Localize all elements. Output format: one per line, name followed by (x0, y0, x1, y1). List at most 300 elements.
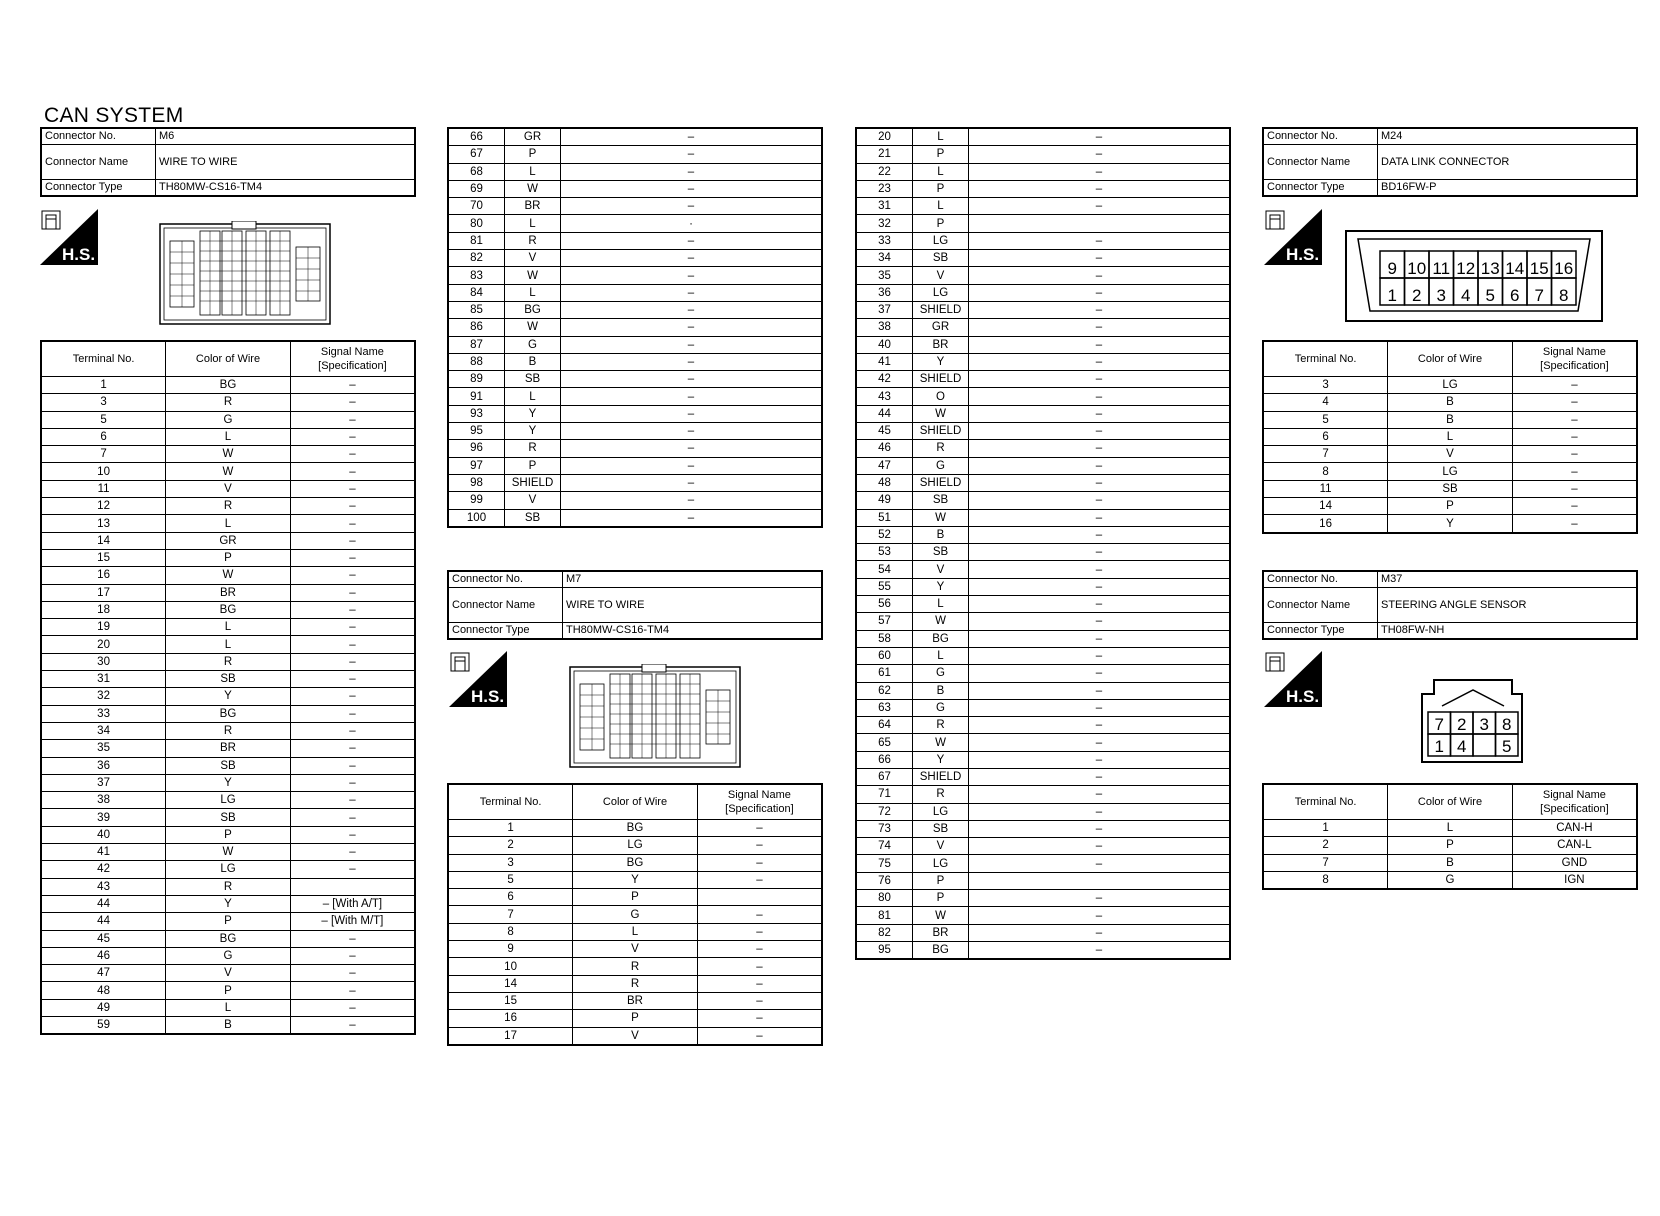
signal-name: – (697, 854, 822, 871)
table-row (856, 803, 1230, 820)
wire-color: G (573, 906, 698, 923)
table-row (41, 688, 415, 705)
signal-name: – (969, 820, 1231, 837)
signal-name: – (290, 515, 415, 532)
table-row (41, 809, 415, 826)
connector-type-label: Connector Type (1263, 623, 1378, 640)
terminal-no: 42 (856, 371, 913, 388)
terminal-no: 16 (41, 567, 166, 584)
pin-table-m6 (40, 340, 416, 1035)
page-title: CAN SYSTEM (44, 104, 184, 127)
terminal-no: 21 (856, 146, 913, 163)
terminal-no: 74 (856, 838, 913, 855)
terminal-no: 37 (41, 774, 166, 791)
signal-name: – (561, 423, 823, 440)
table-row (448, 163, 822, 180)
hs-label: H.S. (1286, 687, 1320, 706)
connector-no-label: Connector No. (1263, 571, 1378, 588)
table-row (856, 907, 1230, 924)
terminal-no: 44 (41, 895, 166, 912)
signal-name: – (969, 699, 1231, 716)
wire-color: R (166, 394, 291, 411)
signal-name: – (290, 498, 415, 515)
pin-number: 5 (1502, 737, 1512, 756)
table-row (41, 792, 415, 809)
terminal-header: Terminal No. (41, 341, 166, 377)
signal-name: – (969, 423, 1231, 440)
pin-number: 9 (1387, 259, 1397, 278)
signal-name: – (290, 619, 415, 636)
table-row (856, 890, 1230, 907)
column-4-m37 (1262, 570, 1638, 640)
wire-color: W (505, 267, 561, 284)
table-row (856, 820, 1230, 837)
pin-number: 15 (1529, 259, 1549, 278)
wire-color: SHIELD (913, 768, 969, 785)
table-row (856, 128, 1230, 146)
wire-color: P (573, 889, 698, 906)
wire-color: V (505, 250, 561, 267)
table-row (856, 146, 1230, 163)
terminal-no: 49 (856, 492, 913, 509)
terminal-no: 97 (448, 457, 505, 474)
table-row (856, 855, 1230, 872)
terminal-no: 38 (41, 792, 166, 809)
terminal-no: 14 (1263, 498, 1388, 515)
table-row (1263, 871, 1637, 889)
signal-name: – (697, 1027, 822, 1045)
terminal-no: 65 (856, 734, 913, 751)
terminal-no: 18 (41, 601, 166, 618)
pin-number: 2 (1412, 286, 1422, 305)
table-row (41, 428, 415, 445)
table-row (41, 740, 415, 757)
pin-table-m7-continued (855, 127, 1231, 960)
pin-number: 6 (1510, 286, 1520, 305)
wire-color: G (1388, 871, 1513, 889)
column-4-m37-pins (1262, 783, 1638, 890)
terminal-no: 31 (41, 671, 166, 688)
terminal-no: 44 (856, 405, 913, 422)
table-row (448, 440, 822, 457)
signal-name: – (561, 319, 823, 336)
table-row (41, 965, 415, 982)
signal-name: – (561, 163, 823, 180)
connector-face-m24 (1344, 229, 1604, 323)
signal-name: – (290, 584, 415, 601)
column-4-m24-pins (1262, 340, 1638, 534)
terminal-no: 86 (448, 319, 505, 336)
table-row (1263, 463, 1637, 480)
table-row (41, 826, 415, 843)
terminal-no: 13 (41, 515, 166, 532)
signal-name: – (290, 740, 415, 757)
terminal-no: 43 (856, 388, 913, 405)
wire-color: W (505, 180, 561, 197)
signal-name: – (969, 838, 1231, 855)
table-row (448, 906, 822, 923)
wire-color: V (913, 267, 969, 284)
table-row (448, 198, 822, 215)
wire-color: P (573, 1010, 698, 1027)
wire-color: V (573, 1027, 698, 1045)
terminal-no: 35 (856, 267, 913, 284)
signal-name: – (290, 567, 415, 584)
wire-color: B (166, 1016, 291, 1034)
wire-color: R (913, 440, 969, 457)
table-row (1263, 446, 1637, 463)
signal-name: – (290, 532, 415, 549)
connector-name-label: Connector Name (41, 145, 156, 180)
wire-color: L (913, 163, 969, 180)
terminal-no: 67 (448, 146, 505, 163)
signal-name: – (1512, 428, 1637, 445)
table-row (41, 1016, 415, 1034)
connector-type-value: TH08FW-NH (1378, 623, 1638, 640)
signal-name: – (290, 774, 415, 791)
wire-color: BG (505, 301, 561, 318)
table-row (41, 601, 415, 618)
signal-name: – (969, 647, 1231, 664)
wire-color: P (166, 549, 291, 566)
terminal-no: 48 (41, 982, 166, 999)
hs-icon-graphic (1264, 209, 1322, 265)
table-row (856, 682, 1230, 699)
signal-name: – (290, 722, 415, 739)
terminal-no: 73 (856, 820, 913, 837)
terminal-no: 8 (448, 923, 573, 940)
table-row (41, 705, 415, 722)
pin-number: 1 (1387, 286, 1397, 305)
table-row (856, 440, 1230, 457)
signal-name: – (969, 267, 1231, 284)
signal-name: – (969, 544, 1231, 561)
signal-name: – (290, 601, 415, 618)
column-2-m7 (447, 570, 823, 640)
wire-color: R (573, 975, 698, 992)
table-row (41, 463, 415, 480)
signal-name: – (969, 855, 1231, 872)
table-row (448, 215, 822, 232)
wire-color: LG (1388, 463, 1513, 480)
table-row (856, 596, 1230, 613)
signal-header: Signal Name [Specification] (1512, 341, 1637, 377)
wire-color: L (913, 198, 969, 215)
wire-color: BG (166, 930, 291, 947)
wire-color: SHIELD (913, 423, 969, 440)
terminal-no: 7 (448, 906, 573, 923)
table-row (448, 284, 822, 301)
signal-name: – (290, 982, 415, 999)
signal-name: – (697, 992, 822, 1009)
signal-header: Signal Name [Specification] (1512, 784, 1637, 820)
table-row (856, 250, 1230, 267)
wire-color: L (166, 428, 291, 445)
connector-info-m37 (1262, 570, 1638, 640)
terminal-no: 37 (856, 301, 913, 318)
terminal-no: 4 (1263, 394, 1388, 411)
terminal-no: 1 (1263, 820, 1388, 837)
signal-name: – (561, 336, 823, 353)
table-row (41, 446, 415, 463)
signal-name: – (290, 705, 415, 722)
terminal-no: 3 (41, 394, 166, 411)
table-row (41, 757, 415, 774)
connector-no-label: Connector No. (1263, 128, 1378, 145)
column-1-pins (40, 340, 416, 1035)
wire-color: Y (573, 871, 698, 888)
signal-name: – (969, 371, 1231, 388)
wire-color: L (913, 647, 969, 664)
pin-number: 1 (1434, 737, 1444, 756)
terminal-no: 45 (856, 423, 913, 440)
wire-color: SB (913, 544, 969, 561)
wire-color: Y (913, 751, 969, 768)
table-row (856, 423, 1230, 440)
pin-number: 3 (1436, 286, 1446, 305)
wire-color: SHIELD (913, 371, 969, 388)
signal-name: – (561, 284, 823, 301)
terminal-no: 5 (448, 871, 573, 888)
table-row (448, 301, 822, 318)
terminal-no: 80 (448, 215, 505, 232)
pin-table-m7 (447, 783, 823, 1046)
table-row (448, 319, 822, 336)
table-row (41, 567, 415, 584)
table-row (448, 457, 822, 474)
connector-no-label: Connector No. (41, 128, 156, 145)
wire-color: P (166, 826, 291, 843)
signal-name: – (561, 405, 823, 422)
signal-name: – (969, 751, 1231, 768)
signal-name: – (969, 526, 1231, 543)
signal-name: – (290, 844, 415, 861)
table-row (1263, 515, 1637, 533)
wire-color: R (913, 717, 969, 734)
wire-color: BR (166, 584, 291, 601)
signal-name: – (969, 388, 1231, 405)
terminal-no: 54 (856, 561, 913, 578)
terminal-no: 6 (41, 428, 166, 445)
terminal-no: 63 (856, 699, 913, 716)
wire-color: L (166, 515, 291, 532)
table-row (856, 768, 1230, 785)
table-row (856, 457, 1230, 474)
signal-name: – (969, 440, 1231, 457)
wire-color: Y (166, 774, 291, 791)
signal-name: · (561, 215, 823, 232)
signal-name (697, 889, 822, 906)
terminal-no: 12 (41, 498, 166, 515)
table-row (856, 405, 1230, 422)
wire-color: L (505, 215, 561, 232)
signal-name: – (1512, 394, 1637, 411)
signal-name: – (561, 440, 823, 457)
pin-table-m6-continued (447, 127, 823, 528)
table-row (856, 353, 1230, 370)
signal-name: – (1512, 480, 1637, 497)
table-row (448, 820, 822, 837)
signal-name: – (1512, 446, 1637, 463)
terminal-no: 93 (448, 405, 505, 422)
wire-color: V (913, 561, 969, 578)
table-row (856, 941, 1230, 959)
pin-number: 5 (1485, 286, 1495, 305)
terminal-no: 56 (856, 596, 913, 613)
signal-name: – (697, 923, 822, 940)
signal-name: – (969, 284, 1231, 301)
table-row (41, 774, 415, 791)
terminal-no: 35 (41, 740, 166, 757)
terminal-no: 82 (448, 250, 505, 267)
wire-color: P (166, 913, 291, 930)
table-row (856, 699, 1230, 716)
wire-color: G (166, 411, 291, 428)
wire-color: V (166, 480, 291, 497)
column-4 (1262, 127, 1638, 197)
pin-number: 12 (1456, 259, 1476, 278)
wire-color: G (913, 699, 969, 716)
pin-number: 13 (1480, 259, 1500, 278)
connector-name-label: Connector Name (448, 588, 563, 623)
wire-color: BR (913, 336, 969, 353)
connector-type-value: TH80MW-CS16-TM4 (563, 623, 823, 640)
connector-no-value: M6 (156, 128, 416, 145)
table-row (856, 319, 1230, 336)
signal-name: – (969, 405, 1231, 422)
connector-info-m24 (1262, 127, 1638, 197)
pin-number: 3 (1479, 715, 1489, 734)
wire-color: P (1388, 498, 1513, 515)
table-row (41, 999, 415, 1016)
signal-name: – (969, 613, 1231, 630)
connector-face-m37 (1418, 678, 1528, 764)
signal-name: – (290, 411, 415, 428)
wire-color: LG (913, 855, 969, 872)
table-row (448, 250, 822, 267)
table-row (41, 844, 415, 861)
wire-color: P (913, 872, 969, 889)
signal-name: IGN (1512, 871, 1637, 889)
wire-color: SB (505, 509, 561, 527)
table-row (856, 630, 1230, 647)
terminal-no: 60 (856, 647, 913, 664)
signal-name: – (1512, 411, 1637, 428)
table-row (856, 180, 1230, 197)
table-row (856, 751, 1230, 768)
wire-color: V (913, 838, 969, 855)
wire-color: BR (166, 740, 291, 757)
signal-name: – (969, 941, 1231, 959)
wire-color: P (505, 457, 561, 474)
wire-color: LG (166, 861, 291, 878)
terminal-no: 87 (448, 336, 505, 353)
terminal-no: 14 (41, 532, 166, 549)
terminal-no: 36 (856, 284, 913, 301)
wire-color: W (913, 613, 969, 630)
terminal-no: 10 (41, 463, 166, 480)
table-row (448, 923, 822, 940)
pin-number: 7 (1534, 286, 1544, 305)
terminal-no: 40 (41, 826, 166, 843)
table-row (856, 544, 1230, 561)
terminal-no: 52 (856, 526, 913, 543)
table-row (448, 975, 822, 992)
terminal-no: 17 (41, 584, 166, 601)
connector-name-value: STEERING ANGLE SENSOR (1378, 588, 1638, 623)
signal-name: GND (1512, 854, 1637, 871)
terminal-no: 96 (448, 440, 505, 457)
terminal-no: 61 (856, 665, 913, 682)
signal-name: – (969, 907, 1231, 924)
signal-name: – (290, 463, 415, 480)
signal-name: – (969, 717, 1231, 734)
terminal-no: 15 (448, 992, 573, 1009)
terminal-no: 47 (41, 965, 166, 982)
signal-name: – (290, 947, 415, 964)
table-row (41, 947, 415, 964)
pin-number: 7 (1434, 715, 1444, 734)
signal-name: – (1512, 377, 1637, 394)
wire-color: SB (913, 492, 969, 509)
table-row (856, 388, 1230, 405)
signal-name: – (561, 371, 823, 388)
terminal-no: 82 (856, 924, 913, 941)
terminal-no: 34 (41, 722, 166, 739)
terminal-no: 98 (448, 474, 505, 491)
table-row (1263, 820, 1637, 837)
table-row (448, 1027, 822, 1045)
wire-color: P (166, 982, 291, 999)
wire-color: Y (505, 405, 561, 422)
wire-color: GR (913, 319, 969, 336)
hs-icon-graphic (449, 651, 507, 707)
wire-color: L (1388, 428, 1513, 445)
wire-color: W (166, 446, 291, 463)
connector-type-value: BD16FW-P (1378, 180, 1638, 197)
terminal-no: 44 (41, 913, 166, 930)
wire-color: R (573, 958, 698, 975)
wire-color: SB (166, 671, 291, 688)
signal-name (969, 215, 1231, 232)
terminal-no: 23 (856, 180, 913, 197)
wire-color: SB (166, 809, 291, 826)
signal-name: – (969, 128, 1231, 146)
wire-color: R (166, 722, 291, 739)
wire-color: L (1388, 820, 1513, 837)
terminal-no: 7 (41, 446, 166, 463)
wire-color: G (166, 947, 291, 964)
terminal-no: 19 (41, 619, 166, 636)
wire-color: BR (913, 924, 969, 941)
terminal-no: 81 (856, 907, 913, 924)
wire-color: SHIELD (913, 474, 969, 491)
table-row (856, 509, 1230, 526)
terminal-no: 5 (41, 411, 166, 428)
table-row (448, 474, 822, 491)
signal-name: – (290, 636, 415, 653)
terminal-no: 88 (448, 353, 505, 370)
terminal-no: 76 (856, 872, 913, 889)
pin-number: 16 (1554, 259, 1574, 278)
pin-table-m37 (1262, 783, 1638, 890)
table-row (41, 532, 415, 549)
wire-color: BG (166, 601, 291, 618)
wire-color: L (505, 163, 561, 180)
signal-name: CAN-L (1512, 837, 1637, 854)
table-row (856, 647, 1230, 664)
table-row (448, 232, 822, 249)
